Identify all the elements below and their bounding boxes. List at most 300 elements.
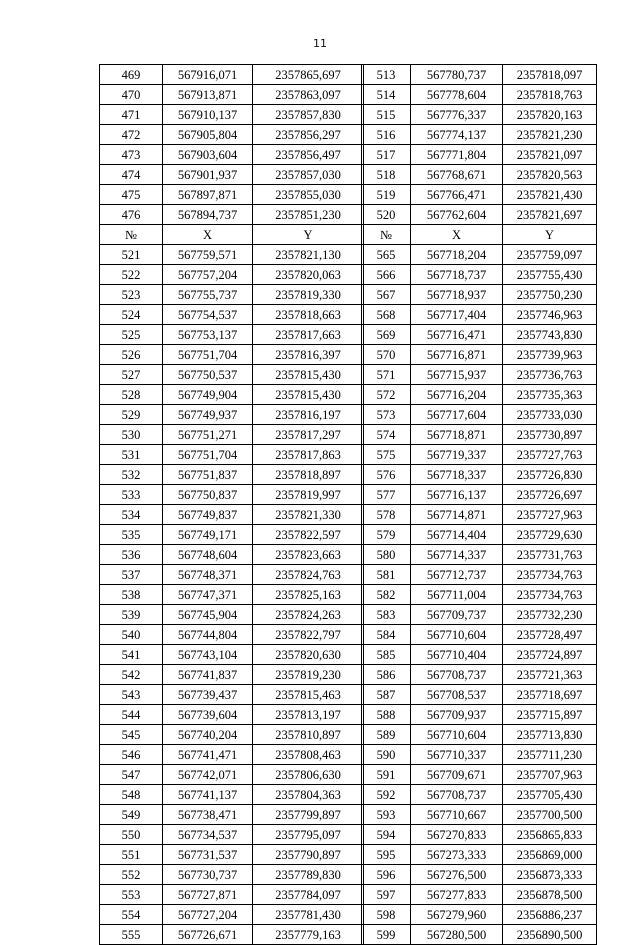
point-number-cell: 528 (100, 385, 163, 405)
table-row (100, 385, 364, 405)
y-coordinate-cell: 2357815,430 (253, 365, 364, 385)
x-coordinate-cell: 567717,604 (411, 405, 503, 425)
table-row (362, 745, 597, 765)
point-number-cell: 530 (100, 425, 163, 445)
x-coordinate-cell: 567901,937 (163, 165, 253, 185)
point-number-cell: 548 (100, 785, 163, 805)
y-coordinate-cell: 2356873,333 (503, 865, 597, 885)
point-number-cell: 590 (362, 745, 411, 765)
table-row (100, 645, 364, 665)
x-coordinate-cell: 567754,537 (163, 305, 253, 325)
table-row (100, 625, 364, 645)
y-coordinate-cell: 2357724,897 (503, 645, 597, 665)
y-coordinate-cell: 2357821,097 (503, 145, 597, 165)
table-row (362, 605, 597, 625)
point-number-cell: 532 (100, 465, 163, 485)
x-coordinate-cell: 567280,500 (411, 925, 503, 945)
x-coordinate-cell: 567726,671 (163, 925, 253, 945)
y-coordinate-cell: 2357728,497 (503, 625, 597, 645)
x-coordinate-cell: 567277,833 (411, 885, 503, 905)
point-number-cell: 529 (100, 405, 163, 425)
x-coordinate-cell: 567731,537 (163, 845, 253, 865)
x-coordinate-cell: 567905,804 (163, 125, 253, 145)
point-number-cell: 587 (362, 685, 411, 705)
y-coordinate-cell: 2357735,363 (503, 385, 597, 405)
y-coordinate-cell: 2357806,630 (253, 765, 364, 785)
y-coordinate-cell: 2357816,397 (253, 345, 364, 365)
y-coordinate-cell: 2357784,097 (253, 885, 364, 905)
point-number-cell: 597 (362, 885, 411, 905)
x-coordinate-cell: 567744,804 (163, 625, 253, 645)
point-number-cell: 472 (100, 125, 163, 145)
x-coordinate-cell: 567716,137 (411, 485, 503, 505)
x-coordinate-cell: 567710,604 (411, 725, 503, 745)
x-coordinate-cell: 567740,204 (163, 725, 253, 745)
y-coordinate-cell: 2357755,430 (503, 265, 597, 285)
x-coordinate-cell: 567727,871 (163, 885, 253, 905)
y-coordinate-cell: 2357746,963 (503, 305, 597, 325)
coordinates-table-left (99, 64, 364, 945)
table-row (362, 445, 597, 465)
y-coordinate-cell: 2357739,963 (503, 345, 597, 365)
table-row (100, 185, 364, 205)
y-coordinate-cell: 2357718,697 (503, 685, 597, 705)
table-row (100, 825, 364, 845)
table-row (362, 345, 597, 365)
x-coordinate-cell: 567753,137 (163, 325, 253, 345)
x-coordinate-cell: 567710,604 (411, 625, 503, 645)
point-number-cell: 565 (362, 245, 411, 265)
y-coordinate-cell: 2357819,230 (253, 665, 364, 685)
y-coordinate-cell: 2357730,897 (503, 425, 597, 445)
table-row (362, 405, 597, 425)
x-coordinate-cell: 567776,337 (411, 105, 503, 125)
point-number-cell: 549 (100, 805, 163, 825)
table-row (100, 585, 364, 605)
x-coordinate-cell: 567741,137 (163, 785, 253, 805)
y-coordinate-cell: 2357721,363 (503, 665, 597, 685)
point-number-cell: 544 (100, 705, 163, 725)
point-number-cell: 581 (362, 565, 411, 585)
point-number-cell: 471 (100, 105, 163, 125)
table-row (362, 65, 597, 85)
x-coordinate-cell: 567716,871 (411, 345, 503, 365)
table-row (362, 545, 597, 565)
x-coordinate-cell: 567718,937 (411, 285, 503, 305)
point-number-cell: 599 (362, 925, 411, 945)
y-coordinate-cell: 2357729,630 (503, 525, 597, 545)
point-number-cell: 567 (362, 285, 411, 305)
table-row (100, 745, 364, 765)
x-coordinate-cell: 567708,737 (411, 785, 503, 805)
header-x: X (163, 225, 253, 245)
table-row (362, 805, 597, 825)
table-row (362, 865, 597, 885)
table-row (100, 505, 364, 525)
point-number-cell: 533 (100, 485, 163, 505)
x-coordinate-cell: 567913,871 (163, 85, 253, 105)
y-coordinate-cell: 2357819,997 (253, 485, 364, 505)
y-coordinate-cell: 2357790,897 (253, 845, 364, 865)
point-number-cell: 523 (100, 285, 163, 305)
table-row (362, 725, 597, 745)
point-number-cell: 543 (100, 685, 163, 705)
x-coordinate-cell: 567710,667 (411, 805, 503, 825)
table-row (362, 325, 597, 345)
x-coordinate-cell: 567778,604 (411, 85, 503, 105)
table-row (362, 925, 597, 945)
y-coordinate-cell: 2357711,230 (503, 745, 597, 765)
y-coordinate-cell: 2357705,430 (503, 785, 597, 805)
table-row (100, 265, 364, 285)
point-number-cell: 582 (362, 585, 411, 605)
point-number-cell: 525 (100, 325, 163, 345)
point-number-cell: 555 (100, 925, 163, 945)
y-coordinate-cell: 2357821,697 (503, 205, 597, 225)
point-number-cell: 515 (362, 105, 411, 125)
point-number-cell: 475 (100, 185, 163, 205)
y-coordinate-cell: 2356878,500 (503, 885, 597, 905)
x-coordinate-cell: 567749,837 (163, 505, 253, 525)
y-coordinate-cell: 2357857,030 (253, 165, 364, 185)
y-coordinate-cell: 2357726,830 (503, 465, 597, 485)
x-coordinate-cell: 567739,437 (163, 685, 253, 705)
x-coordinate-cell: 567751,271 (163, 425, 253, 445)
x-coordinate-cell: 567717,404 (411, 305, 503, 325)
point-number-cell: 518 (362, 165, 411, 185)
x-coordinate-cell: 567745,904 (163, 605, 253, 625)
point-number-cell: 586 (362, 665, 411, 685)
point-number-cell: 474 (100, 165, 163, 185)
x-coordinate-cell: 567771,804 (411, 145, 503, 165)
page-number: 11 (313, 37, 327, 50)
x-coordinate-cell: 567759,571 (163, 245, 253, 265)
point-number-cell: 545 (100, 725, 163, 745)
x-coordinate-cell: 567734,537 (163, 825, 253, 845)
header-y: Y (503, 225, 597, 245)
x-coordinate-cell: 567894,737 (163, 205, 253, 225)
table-row (100, 285, 364, 305)
x-coordinate-cell: 567739,604 (163, 705, 253, 725)
y-coordinate-cell: 2357815,430 (253, 385, 364, 405)
table-row (362, 625, 597, 645)
x-coordinate-cell: 567766,471 (411, 185, 503, 205)
point-number-cell: 594 (362, 825, 411, 845)
table-row (362, 245, 597, 265)
table-row (362, 385, 597, 405)
x-coordinate-cell: 567718,871 (411, 425, 503, 445)
y-coordinate-cell: 2357819,330 (253, 285, 364, 305)
y-coordinate-cell: 2357715,897 (503, 705, 597, 725)
point-number-cell: 593 (362, 805, 411, 825)
y-coordinate-cell: 2357700,500 (503, 805, 597, 825)
point-number-cell: 469 (100, 65, 163, 85)
x-coordinate-cell: 567751,837 (163, 465, 253, 485)
table-row (362, 585, 597, 605)
x-coordinate-cell: 567709,737 (411, 605, 503, 625)
table-row (100, 605, 364, 625)
point-number-cell: 569 (362, 325, 411, 345)
x-coordinate-cell: 567279,960 (411, 905, 503, 925)
y-coordinate-cell: 2357707,963 (503, 765, 597, 785)
table-row (362, 785, 597, 805)
point-number-cell: 571 (362, 365, 411, 385)
table-row (100, 405, 364, 425)
x-coordinate-cell: 567750,537 (163, 365, 253, 385)
x-coordinate-cell: 567780,737 (411, 65, 503, 85)
y-coordinate-cell: 2357821,130 (253, 245, 364, 265)
point-number-cell: 542 (100, 665, 163, 685)
y-coordinate-cell: 2356890,500 (503, 925, 597, 945)
table-row (100, 125, 364, 145)
header-number: № (100, 225, 163, 245)
point-number-cell: 551 (100, 845, 163, 865)
y-coordinate-cell: 2357734,763 (503, 585, 597, 605)
y-coordinate-cell: 2357733,030 (503, 405, 597, 425)
x-coordinate-cell: 567755,737 (163, 285, 253, 305)
y-coordinate-cell: 2357818,663 (253, 305, 364, 325)
point-number-cell: 566 (362, 265, 411, 285)
y-coordinate-cell: 2357731,763 (503, 545, 597, 565)
y-coordinate-cell: 2357795,097 (253, 825, 364, 845)
y-coordinate-cell: 2357823,663 (253, 545, 364, 565)
x-coordinate-cell: 567743,104 (163, 645, 253, 665)
y-coordinate-cell: 2357822,797 (253, 625, 364, 645)
y-coordinate-cell: 2357743,830 (503, 325, 597, 345)
point-number-cell: 519 (362, 185, 411, 205)
point-number-cell: 537 (100, 565, 163, 585)
y-coordinate-cell: 2357799,897 (253, 805, 364, 825)
x-coordinate-cell: 567741,837 (163, 665, 253, 685)
point-number-cell: 534 (100, 505, 163, 525)
table-row (362, 265, 597, 285)
point-number-cell: 539 (100, 605, 163, 625)
y-coordinate-cell: 2357821,430 (503, 185, 597, 205)
table-row (100, 705, 364, 725)
y-coordinate-cell: 2357750,230 (503, 285, 597, 305)
y-coordinate-cell: 2357855,030 (253, 185, 364, 205)
y-coordinate-cell: 2357804,363 (253, 785, 364, 805)
table-row (362, 125, 597, 145)
point-number-cell: 473 (100, 145, 163, 165)
x-coordinate-cell: 567730,737 (163, 865, 253, 885)
table-row (362, 305, 597, 325)
table-row (362, 185, 597, 205)
point-number-cell: 578 (362, 505, 411, 525)
table-row (100, 365, 364, 385)
y-coordinate-cell: 2357789,830 (253, 865, 364, 885)
table-row (362, 85, 597, 105)
y-coordinate-cell: 2357759,097 (503, 245, 597, 265)
y-coordinate-cell: 2357781,430 (253, 905, 364, 925)
table-row (100, 425, 364, 445)
table-row (100, 865, 364, 885)
point-number-cell: 520 (362, 205, 411, 225)
point-number-cell: 576 (362, 465, 411, 485)
y-coordinate-cell: 2357713,830 (503, 725, 597, 745)
point-number-cell: 577 (362, 485, 411, 505)
y-coordinate-cell: 2356886,237 (503, 905, 597, 925)
table-row (362, 905, 597, 925)
y-coordinate-cell: 2356865,833 (503, 825, 597, 845)
y-coordinate-cell: 2357727,963 (503, 505, 597, 525)
x-coordinate-cell: 567749,171 (163, 525, 253, 545)
x-coordinate-cell: 567714,337 (411, 545, 503, 565)
y-coordinate-cell: 2357856,297 (253, 125, 364, 145)
table-row (362, 145, 597, 165)
x-coordinate-cell: 567276,500 (411, 865, 503, 885)
table-row (362, 505, 597, 525)
x-coordinate-cell: 567712,737 (411, 565, 503, 585)
x-coordinate-cell: 567774,137 (411, 125, 503, 145)
x-coordinate-cell: 567710,404 (411, 645, 503, 665)
y-coordinate-cell: 2357732,230 (503, 605, 597, 625)
table-row (100, 565, 364, 585)
y-coordinate-cell: 2357822,597 (253, 525, 364, 545)
point-number-cell: 554 (100, 905, 163, 925)
header-number: № (362, 225, 411, 245)
y-coordinate-cell: 2357824,263 (253, 605, 364, 625)
point-number-cell: 536 (100, 545, 163, 565)
point-number-cell: 574 (362, 425, 411, 445)
x-coordinate-cell: 567270,833 (411, 825, 503, 845)
point-number-cell: 535 (100, 525, 163, 545)
table-row (362, 645, 597, 665)
table-row (100, 785, 364, 805)
table-row (100, 905, 364, 925)
point-number-cell: 531 (100, 445, 163, 465)
point-number-cell: 524 (100, 305, 163, 325)
point-number-cell: 591 (362, 765, 411, 785)
table-row (362, 525, 597, 545)
y-coordinate-cell: 2357817,863 (253, 445, 364, 465)
table-row (100, 925, 364, 945)
table-row (100, 445, 364, 465)
table-header-row (100, 225, 364, 245)
y-coordinate-cell: 2357824,763 (253, 565, 364, 585)
table-row (100, 305, 364, 325)
table-row (100, 685, 364, 705)
table-row (100, 665, 364, 685)
x-coordinate-cell: 567719,337 (411, 445, 503, 465)
x-coordinate-cell: 567709,937 (411, 705, 503, 725)
point-number-cell: 568 (362, 305, 411, 325)
point-number-cell: 521 (100, 245, 163, 265)
x-coordinate-cell: 567897,871 (163, 185, 253, 205)
point-number-cell: 588 (362, 705, 411, 725)
table-row (100, 525, 364, 545)
x-coordinate-cell: 567768,671 (411, 165, 503, 185)
table-header-row (362, 225, 597, 245)
x-coordinate-cell: 567749,937 (163, 405, 253, 425)
table-row (100, 765, 364, 785)
table-row (362, 885, 597, 905)
y-coordinate-cell: 2357851,230 (253, 205, 364, 225)
x-coordinate-cell: 567749,904 (163, 385, 253, 405)
x-coordinate-cell: 567718,337 (411, 465, 503, 485)
table-row (362, 565, 597, 585)
table-row (100, 805, 364, 825)
x-coordinate-cell: 567751,704 (163, 345, 253, 365)
y-coordinate-cell: 2357808,463 (253, 745, 364, 765)
point-number-cell: 538 (100, 585, 163, 605)
x-coordinate-cell: 567716,204 (411, 385, 503, 405)
y-coordinate-cell: 2357825,163 (253, 585, 364, 605)
y-coordinate-cell: 2357727,763 (503, 445, 597, 465)
x-coordinate-cell: 567714,404 (411, 525, 503, 545)
x-coordinate-cell: 567727,204 (163, 905, 253, 925)
y-coordinate-cell: 2357865,697 (253, 65, 364, 85)
y-coordinate-cell: 2357810,897 (253, 725, 364, 745)
x-coordinate-cell: 567708,537 (411, 685, 503, 705)
y-coordinate-cell: 2356869,000 (503, 845, 597, 865)
table-row (100, 485, 364, 505)
point-number-cell: 470 (100, 85, 163, 105)
y-coordinate-cell: 2357816,197 (253, 405, 364, 425)
y-coordinate-cell: 2357813,197 (253, 705, 364, 725)
point-number-cell: 547 (100, 765, 163, 785)
table-row (100, 85, 364, 105)
x-coordinate-cell: 567748,371 (163, 565, 253, 585)
point-number-cell: 589 (362, 725, 411, 745)
table-row (362, 205, 597, 225)
point-number-cell: 541 (100, 645, 163, 665)
y-coordinate-cell: 2357818,097 (503, 65, 597, 85)
point-number-cell: 552 (100, 865, 163, 885)
x-coordinate-cell: 567716,471 (411, 325, 503, 345)
point-number-cell: 513 (362, 65, 411, 85)
x-coordinate-cell: 567273,333 (411, 845, 503, 865)
y-coordinate-cell: 2357821,230 (503, 125, 597, 145)
y-coordinate-cell: 2357857,830 (253, 105, 364, 125)
y-coordinate-cell: 2357821,330 (253, 505, 364, 525)
point-number-cell: 580 (362, 545, 411, 565)
x-coordinate-cell: 567715,937 (411, 365, 503, 385)
table-row (100, 205, 364, 225)
table-row (362, 825, 597, 845)
y-coordinate-cell: 2357818,763 (503, 85, 597, 105)
y-coordinate-cell: 2357726,697 (503, 485, 597, 505)
point-number-cell: 592 (362, 785, 411, 805)
point-number-cell: 598 (362, 905, 411, 925)
table-row (100, 105, 364, 125)
point-number-cell: 514 (362, 85, 411, 105)
y-coordinate-cell: 2357856,497 (253, 145, 364, 165)
point-number-cell: 585 (362, 645, 411, 665)
x-coordinate-cell: 567718,737 (411, 265, 503, 285)
point-number-cell: 546 (100, 745, 163, 765)
table-row (100, 325, 364, 345)
point-number-cell: 540 (100, 625, 163, 645)
point-number-cell: 516 (362, 125, 411, 145)
point-number-cell: 553 (100, 885, 163, 905)
header-x: X (411, 225, 503, 245)
x-coordinate-cell: 567762,604 (411, 205, 503, 225)
y-coordinate-cell: 2357863,097 (253, 85, 364, 105)
y-coordinate-cell: 2357815,463 (253, 685, 364, 705)
x-coordinate-cell: 567903,604 (163, 145, 253, 165)
point-number-cell: 575 (362, 445, 411, 465)
table-row (362, 285, 597, 305)
x-coordinate-cell: 567747,371 (163, 585, 253, 605)
table-row (362, 465, 597, 485)
table-row (100, 345, 364, 365)
x-coordinate-cell: 567910,137 (163, 105, 253, 125)
x-coordinate-cell: 567757,204 (163, 265, 253, 285)
y-coordinate-cell: 2357734,763 (503, 565, 597, 585)
x-coordinate-cell: 567714,871 (411, 505, 503, 525)
x-coordinate-cell: 567741,471 (163, 745, 253, 765)
